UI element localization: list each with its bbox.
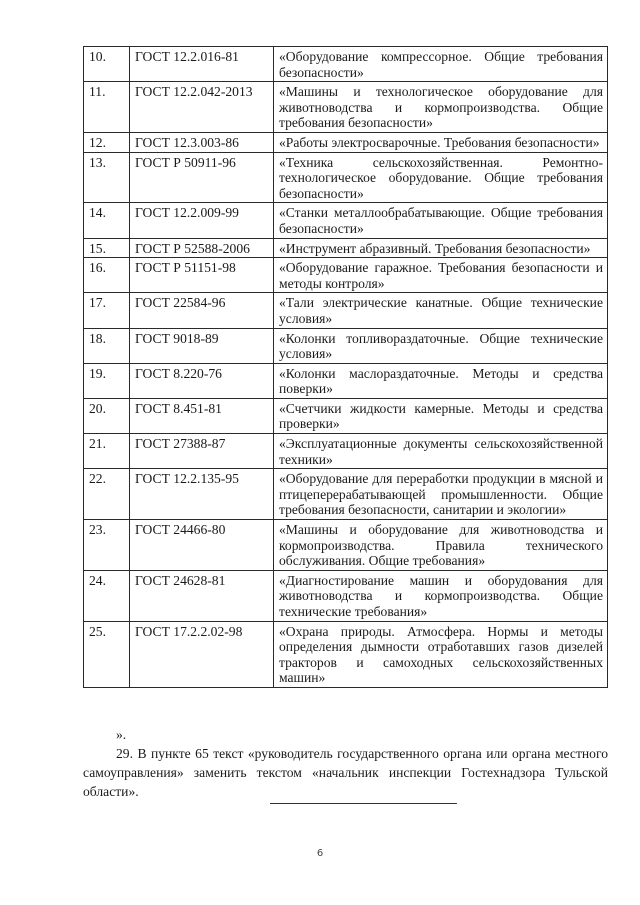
separator-line	[270, 803, 457, 804]
standard-title: «Машины и технологическое оборудование для животноводства и кормопроизводства. Общие требования безопасности»	[274, 82, 608, 133]
standard-code: ГОСТ 27388-87	[130, 434, 274, 469]
row-number: 17.	[84, 293, 130, 328]
table-row	[84, 520, 608, 571]
standard-code: ГОСТ Р 50911-96	[130, 152, 274, 203]
standard-title: «Охрана природы. Атмосфера. Нормы и методы определения дымности отработавших газов дизелей тракторов и самоходных сельскохозяйственных машин»	[274, 621, 608, 687]
standard-code: ГОСТ 8.220-76	[130, 363, 274, 398]
standard-title: «Станки металлообрабатывающие. Общие требования безопасности»	[274, 203, 608, 238]
row-number: 10.	[84, 47, 130, 82]
standard-title: «Оборудование гаражное. Требования безопасности и методы контроля»	[274, 258, 608, 293]
standard-code: ГОСТ 8.451-81	[130, 398, 274, 433]
table-row	[84, 47, 608, 82]
table-row	[84, 469, 608, 520]
table-row	[84, 82, 608, 133]
standard-title: «Техника сельскохозяйственная. Ремонтно-технологическое оборудование. Общие требования безопасности»	[274, 152, 608, 203]
row-number: 24.	[84, 570, 130, 621]
table-row	[84, 570, 608, 621]
row-number: 15.	[84, 238, 130, 258]
standard-title: «Колонки топливораздаточные. Общие технические условия»	[274, 328, 608, 363]
table-row	[84, 328, 608, 363]
standard-code: ГОСТ 12.2.042-2013	[130, 82, 274, 133]
standard-code: ГОСТ 12.3.003-86	[130, 132, 274, 152]
table-row	[84, 621, 608, 687]
table-row	[84, 363, 608, 398]
row-number: 20.	[84, 398, 130, 433]
row-number: 19.	[84, 363, 130, 398]
row-number: 22.	[84, 469, 130, 520]
row-number: 13.	[84, 152, 130, 203]
amendment-paragraph: 29. В пункте 65 текст «руководитель государственного органа или органа местного самоуправления» заменить текстом «начальник инспекции Гостехнадзора Тульской области».	[83, 746, 608, 799]
gost-standards-table	[83, 46, 608, 688]
standard-code: ГОСТ Р 52588-2006	[130, 238, 274, 258]
table-row	[84, 434, 608, 469]
page-number: 6	[316, 848, 324, 859]
row-number: 18.	[84, 328, 130, 363]
standard-title: «Эксплуатационные документы сельскохозяйственной техники»	[274, 434, 608, 469]
row-number: 11.	[84, 82, 130, 133]
table-row	[84, 258, 608, 293]
standard-code: ГОСТ 24466-80	[130, 520, 274, 571]
standard-code: ГОСТ 9018-89	[130, 328, 274, 363]
table-closing-mark: ».	[116, 727, 127, 742]
row-number: 21.	[84, 434, 130, 469]
gost-table-body	[84, 47, 608, 688]
standard-code: ГОСТ 17.2.2.02-98	[130, 621, 274, 687]
standard-title: «Диагностирование машин и оборудования для животноводства и кормопроизводства. Общие технические требования»	[274, 570, 608, 621]
table-row	[84, 293, 608, 328]
row-number: 12.	[84, 132, 130, 152]
row-number: 23.	[84, 520, 130, 571]
table-row	[84, 132, 608, 152]
standard-code: ГОСТ 12.2.016-81	[130, 47, 274, 82]
standard-code: ГОСТ Р 51151-98	[130, 258, 274, 293]
standard-title: «Оборудование для переработки продукции в мясной и птицеперерабатывающей промышленности. Общие требования безопасности, санитарии и экологии»	[274, 469, 608, 520]
standard-code: ГОСТ 12.2.135-95	[130, 469, 274, 520]
standard-title: «Тали электрические канатные. Общие технические условия»	[274, 293, 608, 328]
standard-code: ГОСТ 24628-81	[130, 570, 274, 621]
row-number: 16.	[84, 258, 130, 293]
standard-code: ГОСТ 12.2.009-99	[130, 203, 274, 238]
standard-title: «Колонки маслораздаточные. Методы и средства поверки»	[274, 363, 608, 398]
table-row	[84, 398, 608, 433]
standard-title: «Инструмент абразивный. Требования безопасности»	[274, 238, 608, 258]
standard-title: «Машины и оборудование для животноводства и кормопроизводства. Правила технического обслуживания. Общие требования»	[274, 520, 608, 571]
standard-title: «Оборудование компрессорное. Общие требования безопасности»	[274, 47, 608, 82]
table-row	[84, 203, 608, 238]
table-row	[84, 238, 608, 258]
row-number: 25.	[84, 621, 130, 687]
standard-code: ГОСТ 22584-96	[130, 293, 274, 328]
table-row	[84, 152, 608, 203]
standard-title: «Счетчики жидкости камерные. Методы и средства проверки»	[274, 398, 608, 433]
standard-title: «Работы электросварочные. Требования безопасности»	[274, 132, 608, 152]
row-number: 14.	[84, 203, 130, 238]
